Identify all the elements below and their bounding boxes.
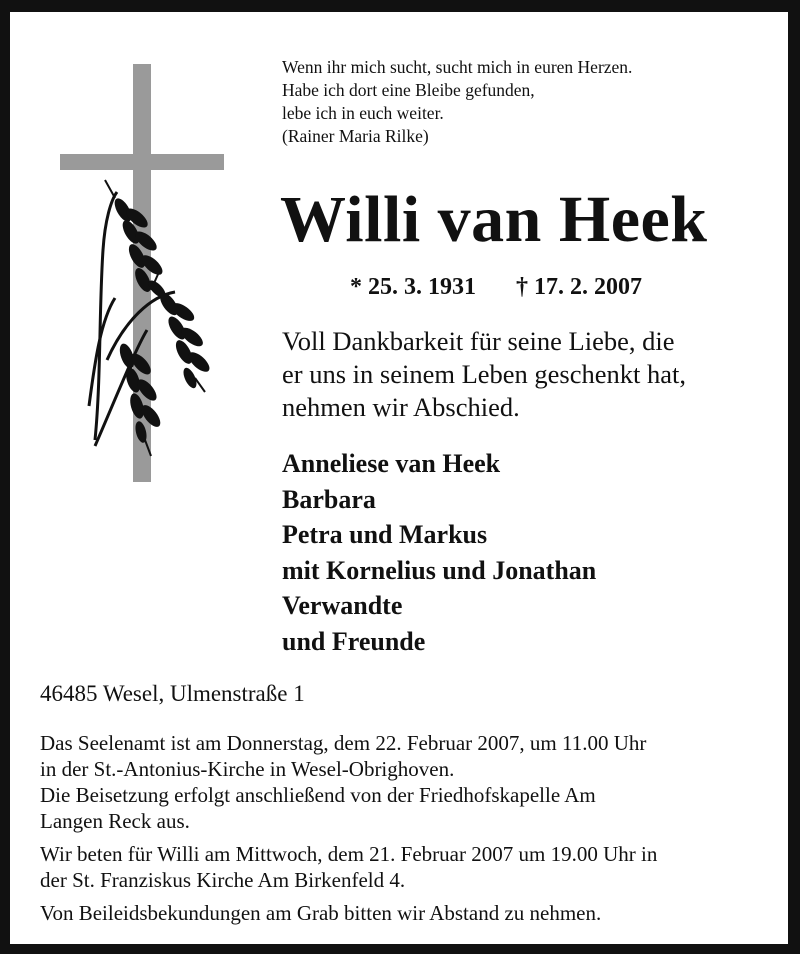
gratitude-line: er uns in seinem Leben geschenkt hat, xyxy=(282,359,686,389)
quote-line: Habe ich dort eine Bleibe gefunden, xyxy=(282,80,535,100)
death-date: † 17. 2. 2007 xyxy=(516,274,642,300)
condolence-paragraph xyxy=(40,900,657,926)
mourner: Barbara xyxy=(282,484,376,514)
mourner: mit Kornelius und Jonathan xyxy=(282,555,597,585)
deceased-name: Willi van Heek xyxy=(280,183,708,256)
mourner: Verwandte xyxy=(282,591,403,620)
rilke-quote xyxy=(282,56,632,148)
condolence-line: Von Beileidsbekundungen am Grab bitten wir Abstand zu nehmen. xyxy=(40,901,602,925)
mourner: Petra und Markus xyxy=(282,520,488,549)
birth-date: * 25. 3. 1931 xyxy=(350,274,476,300)
quote-author: (Rainer Maria Rilke) xyxy=(282,126,429,146)
prayer-line: Wir beten für Willi am Mittwoch, dem 21. Februar 2007 um 19.00 Uhr in xyxy=(40,842,658,866)
requiem-line: in der St.-Antonius-Kirche in Wesel-Obrighoven. xyxy=(40,757,455,781)
life-dates xyxy=(350,274,642,301)
prayer-paragraph xyxy=(40,841,657,893)
mourner: Anneliese van Heek xyxy=(282,449,501,478)
requiem-line: Die Beisetzung erfolgt anschließend von der Friedhofskapelle Am xyxy=(40,783,596,807)
prayer-line: der St. Franziskus Kirche Am Birkenfeld 4. xyxy=(40,868,406,892)
requiem-line: Das Seelenamt ist am Donnerstag, dem 22. Februar 2007, um 11.00 Uhr xyxy=(40,731,647,755)
quote-line: lebe ich in euch weiter. xyxy=(282,103,444,123)
quote-line: Wenn ihr mich sucht, sucht mich in euren Herzen. xyxy=(282,57,633,77)
family-address: 46485 Wesel, Ulmenstraße 1 xyxy=(40,681,305,706)
gratitude-line: Voll Dankbarkeit für seine Liebe, die xyxy=(282,326,675,356)
mourner: und Freunde xyxy=(282,626,426,656)
requiem-paragraph xyxy=(40,730,657,834)
gratitude-line: nehmen wir Abschied. xyxy=(282,392,520,422)
gratitude-text xyxy=(282,325,686,424)
cross-with-wheat-emblem xyxy=(55,60,230,485)
mourners-list xyxy=(282,446,596,659)
requiem-line: Langen Reck aus. xyxy=(40,809,190,833)
service-information xyxy=(40,730,657,933)
